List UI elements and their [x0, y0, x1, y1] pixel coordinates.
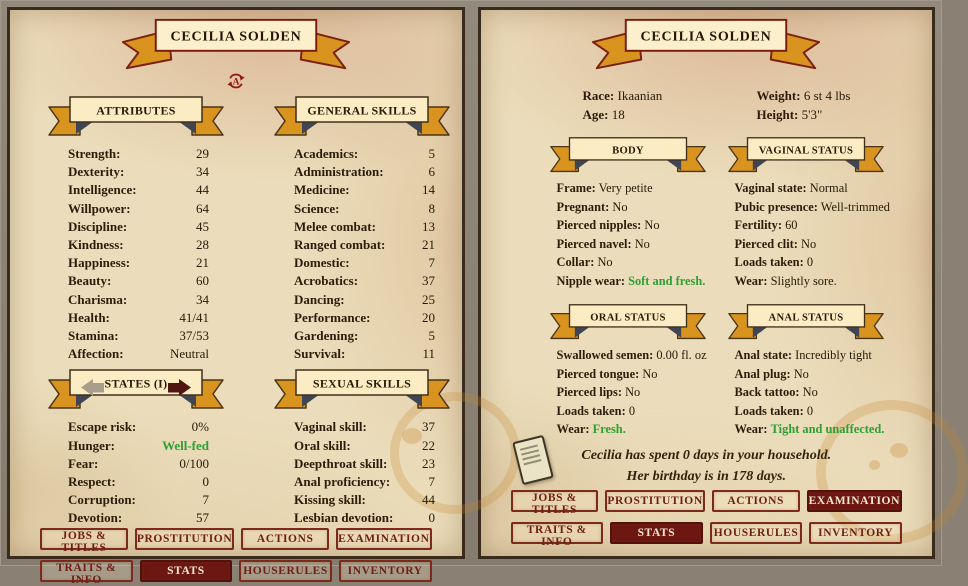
- stat-row: [294, 272, 435, 290]
- stat-value: 0: [806, 403, 814, 418]
- stat-label: Anal state:: [734, 348, 792, 362]
- stat-label: Loads taken:: [734, 403, 804, 418]
- basic-info: [481, 86, 933, 124]
- stat-row: [68, 254, 209, 272]
- stat-label: Ranged combat:: [294, 237, 386, 253]
- stat-label: Corruption:: [68, 492, 136, 508]
- stat-label: Back tattoo:: [734, 385, 800, 399]
- stat-row: [557, 383, 717, 402]
- general-skills-list: [266, 145, 458, 363]
- character-title-banner: [10, 16, 462, 74]
- stat-value: 11: [422, 346, 435, 362]
- attributes-list: [40, 145, 232, 363]
- stat-value: 0: [428, 510, 435, 526]
- tab-actions[interactable]: ACTIONS: [241, 528, 329, 550]
- stat-row: [735, 198, 895, 217]
- stat-label: Pierced nipples:: [556, 218, 642, 232]
- stat-row: [557, 216, 717, 235]
- stat-label: Happiness:: [68, 255, 131, 271]
- stat-row: [583, 105, 757, 124]
- anal-status-banner: [717, 303, 895, 342]
- stat-label: Performance:: [294, 309, 371, 325]
- stat-label: Stamina:: [68, 328, 119, 344]
- oral-status-banner: [539, 303, 717, 342]
- stat-value: 0: [202, 474, 209, 490]
- general-skills-banner: [266, 95, 458, 139]
- stat-value: 37/53: [179, 328, 209, 344]
- stat-label: Wear:: [734, 273, 768, 288]
- stat-row: [735, 179, 895, 198]
- ribbon-banner: [726, 303, 886, 342]
- ribbon-banner: [46, 95, 226, 139]
- stat-value: 41/41: [179, 309, 209, 325]
- stat-label: Intelligence:: [68, 182, 137, 198]
- stat-label: Gardening:: [294, 328, 359, 344]
- stat-row: [294, 200, 435, 218]
- tab-inventory[interactable]: INVENTORY: [339, 560, 432, 582]
- stat-row: [757, 105, 931, 124]
- stat-value: 44: [196, 182, 209, 198]
- stat-row: [735, 272, 895, 291]
- stat-row: [735, 235, 895, 254]
- stat-row: [294, 291, 435, 309]
- states-banner: [40, 368, 232, 412]
- stat-row: [583, 86, 757, 105]
- stat-label: Pierced lips:: [556, 385, 622, 399]
- right-panel: [478, 7, 936, 559]
- tab-inventory[interactable]: INVENTORY: [809, 522, 902, 544]
- stat-label: Discipline:: [68, 218, 128, 234]
- stat-label: Pierced navel:: [556, 236, 632, 251]
- stat-value: 6: [428, 164, 435, 180]
- stat-row: [294, 181, 435, 199]
- ribbon-banner: [111, 16, 361, 74]
- stat-label: Domestic:: [294, 255, 350, 271]
- stat-row: [294, 145, 435, 163]
- left-panel: [7, 7, 465, 586]
- stat-row: [294, 491, 435, 509]
- stat-label: Dexterity:: [68, 164, 125, 180]
- attributes-column: [40, 95, 232, 528]
- stat-label: Pierced tongue:: [556, 366, 640, 381]
- stat-value: 22: [422, 437, 435, 453]
- stat-value: 5: [428, 146, 435, 161]
- stat-value: Neutral: [170, 346, 209, 362]
- stat-row: [68, 236, 209, 254]
- stat-value: Very petite: [598, 181, 653, 195]
- stat-value: No: [644, 218, 660, 232]
- stat-label: Wear:: [556, 422, 590, 436]
- stat-label: Melee combat:: [294, 218, 376, 234]
- stat-label: Health:: [68, 309, 110, 325]
- stat-value: 29: [196, 146, 209, 161]
- nav-row: [511, 490, 903, 516]
- stat-value: Tight and unaffected.: [770, 422, 885, 436]
- stat-value: 34: [196, 291, 209, 307]
- stat-value: 7: [428, 255, 435, 271]
- body-section: [539, 136, 717, 290]
- stat-row: [68, 218, 209, 236]
- stat-value: 8: [428, 200, 435, 216]
- stat-row: [294, 309, 435, 327]
- birthday-text: Her birthday is in 178 days.: [626, 468, 786, 484]
- stat-row: [757, 86, 931, 105]
- stat-value: No: [597, 255, 613, 269]
- stat-row: [294, 509, 435, 527]
- stat-label: Wear:: [734, 422, 768, 436]
- stat-value: 45: [196, 218, 209, 234]
- tab-traits-info[interactable]: TRAITS & INFO: [40, 560, 133, 582]
- stat-label: Anal proficiency:: [294, 474, 391, 490]
- anal-status-list: [717, 346, 895, 439]
- stat-row: [68, 473, 209, 491]
- right-panel-nav: [481, 490, 933, 548]
- stat-value: No: [793, 366, 809, 381]
- stat-row: [735, 365, 895, 384]
- stat-row: [68, 418, 209, 436]
- stat-row: [68, 163, 209, 181]
- refresh-attributes-icon[interactable]: [226, 71, 246, 91]
- stat-row: [294, 418, 435, 436]
- stat-row: [294, 345, 435, 363]
- stat-label: Dancing:: [294, 291, 345, 307]
- stat-value: 64: [196, 200, 209, 216]
- stat-value: 0: [806, 255, 814, 269]
- stat-value: No: [634, 236, 650, 251]
- tab-jobs-titles[interactable]: JOBS & TITLES: [40, 528, 128, 550]
- states-list: [40, 418, 232, 527]
- stat-label: Devotion:: [68, 510, 123, 526]
- stat-value: 5: [428, 328, 435, 344]
- vaginal-status-section: [717, 136, 895, 290]
- sexual-skills-banner: [266, 368, 458, 412]
- body-banner: [539, 136, 717, 175]
- stat-label: Acrobatics:: [294, 273, 359, 289]
- stat-label: Weight:: [756, 88, 801, 103]
- svg-text:SEXUAL SKILLS: SEXUAL SKILLS: [312, 376, 412, 391]
- stat-label: Escape risk:: [68, 419, 137, 435]
- stat-row: [735, 253, 895, 272]
- stat-label: Swallowed semen:: [556, 348, 654, 362]
- ribbon-banner: [548, 303, 708, 342]
- oral-status-section: [539, 303, 717, 439]
- info-left-column: [583, 86, 757, 124]
- svg-text:CECILIA SOLDEN: CECILIA SOLDEN: [170, 29, 302, 45]
- stat-label: Kindness:: [68, 237, 124, 253]
- stat-label: Loads taken:: [734, 255, 804, 269]
- stat-row: [735, 383, 895, 402]
- attributes-banner: [40, 95, 232, 139]
- stat-value: 18: [611, 107, 625, 122]
- svg-text:ATTRIBUTES: ATTRIBUTES: [96, 103, 176, 118]
- stat-value: 44: [422, 492, 435, 508]
- stat-row: [294, 437, 435, 455]
- stat-value: 0.00 fl. oz: [656, 348, 707, 362]
- ribbon-banner: [46, 368, 226, 412]
- stat-value: Incredibly tight: [795, 348, 872, 362]
- stat-row: [735, 346, 895, 365]
- stat-label: Charisma:: [68, 291, 128, 307]
- svg-text:ANAL STATUS: ANAL STATUS: [768, 312, 843, 324]
- stat-value: 37: [422, 419, 435, 435]
- tab-examination[interactable]: EXAMINATION: [807, 490, 902, 512]
- stat-row: [68, 181, 209, 199]
- anal-status-section: [717, 303, 895, 439]
- stat-label: Science:: [294, 200, 340, 216]
- tab-houserules[interactable]: HOUSERULES: [239, 560, 332, 582]
- stat-row: [735, 420, 895, 439]
- stat-label: Vaginal state:: [734, 181, 807, 195]
- stat-row: [68, 291, 209, 309]
- stat-row: [68, 309, 209, 327]
- stat-label: Administration:: [294, 164, 384, 180]
- stat-row: [557, 198, 717, 217]
- info-right-column: [757, 86, 931, 124]
- tab-prostitution[interactable]: PROSTITUTION: [605, 490, 704, 512]
- stat-value: 21: [196, 255, 209, 271]
- svg-text:VAGINAL STATUS: VAGINAL STATUS: [758, 145, 853, 157]
- stat-row: [68, 200, 209, 218]
- tab-actions[interactable]: ACTIONS: [712, 490, 800, 512]
- stat-row: [68, 327, 209, 345]
- stat-label: Fear:: [68, 455, 99, 471]
- stat-row: [557, 346, 717, 365]
- stat-row: [68, 145, 209, 163]
- stat-row: [557, 402, 717, 421]
- ribbon-banner: [272, 95, 452, 139]
- nav-row: [40, 560, 432, 586]
- stat-value: 7: [202, 492, 209, 508]
- stat-row: [557, 420, 717, 439]
- stat-value: No: [801, 236, 817, 251]
- stat-row: [294, 455, 435, 473]
- stat-row: [68, 509, 209, 527]
- tab-houserules[interactable]: HOUSERULES: [710, 522, 803, 544]
- stat-label: Vaginal skill:: [294, 419, 367, 435]
- stat-label: Pubic presence:: [734, 199, 818, 214]
- stat-value: 6 st 4 lbs: [803, 88, 851, 103]
- stat-row: [735, 402, 895, 421]
- svg-text:ORAL STATUS: ORAL STATUS: [589, 312, 666, 324]
- stat-label: Willpower:: [68, 200, 131, 216]
- left-panel-nav: [10, 528, 462, 586]
- tab-stats[interactable]: STATS: [610, 522, 703, 544]
- stat-value: 60: [785, 218, 798, 232]
- sexual-skills-list: [266, 418, 458, 527]
- stat-value: 60: [196, 273, 209, 289]
- nav-row: [511, 522, 903, 548]
- ribbon-banner: [581, 16, 831, 74]
- stat-label: Race:: [582, 88, 615, 103]
- stat-row: [68, 455, 209, 473]
- stat-label: Fertility:: [734, 218, 782, 232]
- household-days-text: Cecilia has spent 0 days in your household.: [581, 447, 832, 463]
- svg-text:BODY: BODY: [611, 145, 644, 157]
- stat-label: Anal plug:: [734, 366, 791, 381]
- ribbon-banner: [726, 136, 886, 175]
- svg-text:CECILIA SOLDEN: CECILIA SOLDEN: [640, 29, 772, 45]
- nav-row: [40, 528, 432, 554]
- stat-value: 14: [422, 182, 435, 198]
- stat-label: Nipple wear:: [556, 273, 625, 288]
- body-list: [539, 179, 717, 290]
- character-title-banner: [481, 16, 933, 74]
- stat-row: [68, 345, 209, 363]
- stat-value: 23: [422, 455, 435, 471]
- stat-label: Kissing skill:: [294, 492, 366, 508]
- stat-row: [294, 254, 435, 272]
- ribbon-banner: [548, 136, 708, 175]
- stat-row: [68, 491, 209, 509]
- tab-traits-info[interactable]: TRAITS & INFO: [511, 522, 604, 544]
- stat-label: Deepthroat skill:: [294, 455, 388, 471]
- stat-value: 34: [196, 164, 209, 180]
- stat-value: Well-fed: [162, 437, 209, 453]
- svg-text:GENERAL SKILLS: GENERAL SKILLS: [307, 103, 417, 118]
- stat-value: 21: [422, 237, 435, 253]
- stat-row: [294, 218, 435, 236]
- stat-row: [735, 216, 895, 235]
- stat-row: [294, 163, 435, 181]
- vaginal-status-banner: [717, 136, 895, 175]
- stat-row: [557, 235, 717, 254]
- tab-stats[interactable]: STATS: [140, 560, 233, 582]
- stat-row: [68, 272, 209, 290]
- oral-status-list: [539, 346, 717, 439]
- svg-text:STATES (I): STATES (I): [104, 376, 168, 391]
- stat-value: 57: [196, 510, 209, 526]
- stat-value: 5'3": [801, 107, 823, 122]
- stat-label: Frame:: [556, 181, 596, 195]
- stat-label: Oral skill:: [294, 437, 351, 453]
- stat-value: Well-trimmed: [820, 199, 890, 214]
- stat-row: [294, 236, 435, 254]
- general-skills-column: [266, 95, 458, 528]
- svg-text:A: A: [232, 77, 240, 88]
- stat-label: Pierced clit:: [734, 236, 798, 251]
- stat-label: Height:: [756, 107, 799, 122]
- stat-value: 7: [428, 474, 435, 490]
- stat-value: No: [642, 366, 658, 381]
- stat-row: [557, 365, 717, 384]
- stat-label: Respect:: [68, 474, 116, 490]
- stat-value: No: [612, 199, 628, 214]
- stat-value: Fresh.: [592, 422, 626, 436]
- stat-value: 20: [422, 309, 435, 325]
- vaginal-status-list: [717, 179, 895, 290]
- stat-value: Soft and fresh.: [628, 273, 706, 288]
- stat-value: 0: [628, 403, 636, 418]
- stat-value: 25: [422, 291, 435, 307]
- stat-row: [294, 327, 435, 345]
- stat-value: No: [802, 385, 818, 399]
- stat-value: Ikaanian: [617, 88, 663, 103]
- stat-value: Normal: [809, 181, 848, 195]
- stat-value: Slightly sore.: [770, 273, 837, 288]
- stat-label: Beauty:: [68, 273, 112, 289]
- stat-label: Academics:: [294, 146, 359, 161]
- tab-jobs-titles[interactable]: JOBS & TITLES: [511, 490, 599, 512]
- stat-row: [557, 179, 717, 198]
- tab-prostitution[interactable]: PROSTITUTION: [135, 528, 234, 550]
- stat-label: Lesbian devotion:: [294, 510, 394, 526]
- stat-label: Affection:: [68, 346, 124, 362]
- stat-label: Age:: [582, 107, 609, 122]
- stat-label: Strength:: [68, 146, 121, 161]
- stat-label: Medicine:: [294, 182, 350, 198]
- stat-value: 37: [422, 273, 435, 289]
- stat-label: Pregnant:: [556, 199, 610, 214]
- stat-row: [557, 272, 717, 291]
- stat-label: Survival:: [294, 346, 346, 362]
- stat-row: [68, 437, 209, 455]
- stat-label: Hunger:: [68, 437, 115, 453]
- stat-value: 0%: [191, 419, 209, 435]
- tab-examination[interactable]: EXAMINATION: [336, 528, 431, 550]
- stat-label: Loads taken:: [556, 403, 626, 418]
- stat-label: Collar:: [556, 255, 595, 269]
- stat-row: [294, 473, 435, 491]
- stat-value: 0/100: [179, 455, 209, 471]
- stat-value: 28: [196, 237, 209, 253]
- stat-row: [557, 253, 717, 272]
- stat-value: 13: [422, 218, 435, 234]
- stat-value: No: [625, 385, 641, 399]
- ribbon-banner: [272, 368, 452, 412]
